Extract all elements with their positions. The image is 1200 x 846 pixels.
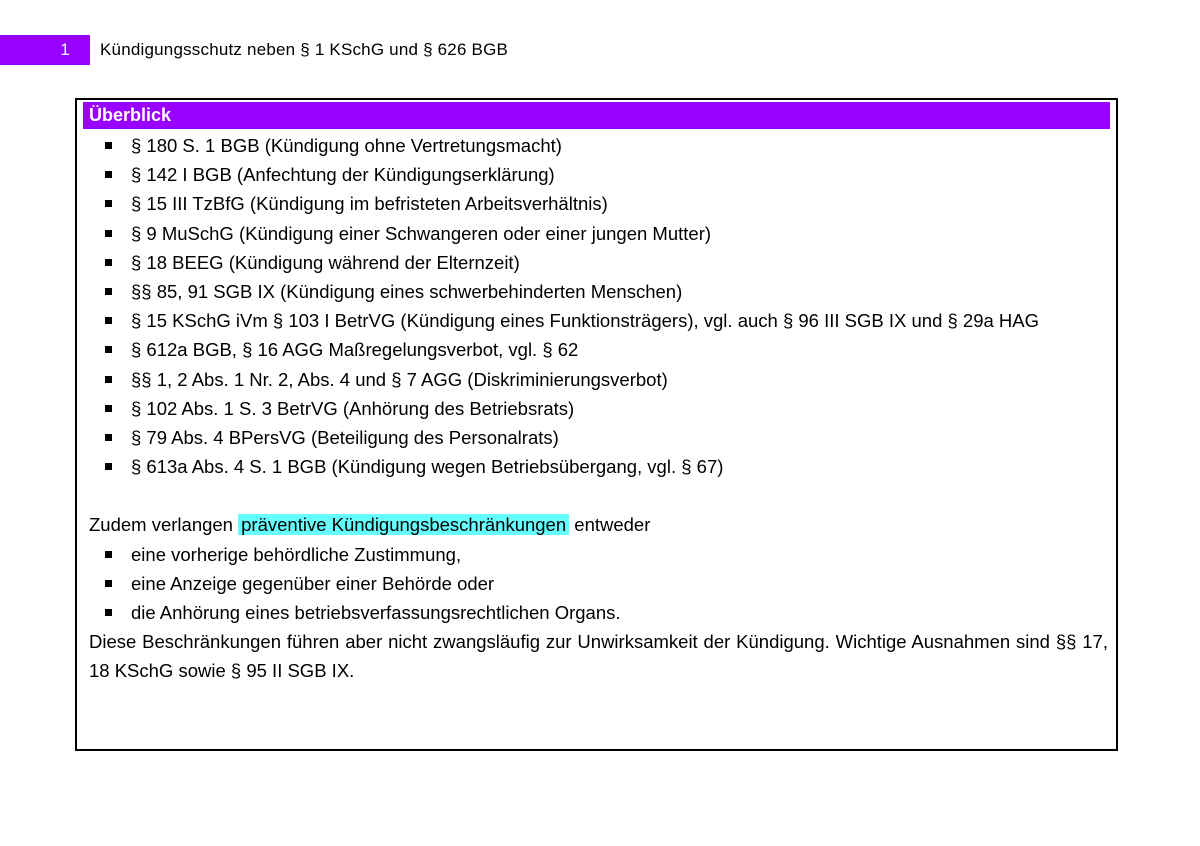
list-item-text: § 18 BEEG (Kündigung während der Elternzeit) [131,251,520,273]
list-item [83,219,1110,248]
list-item-text: eine vorherige behördliche Zustimmung, [131,543,462,565]
list-item-text: § 180 S. 1 BGB (Kündigung ohne Vertretungsmacht) [131,135,562,156]
list-item [83,569,1110,598]
square-bullet-icon [105,376,112,383]
square-bullet-icon [105,551,112,558]
square-bullet-icon [105,346,112,353]
list-item [83,248,1110,277]
list-item [83,335,1110,364]
list-item-text: § 79 Abs. 4 BPersVG (Beteiligung des Personalrats) [131,427,559,449]
list-item-text: § 15 KSchG iVm § 103 I BetrVG (Kündigung eines Funktionsträgers), vgl. auch § 96 III SGB IX und § 29a HAG [131,310,1040,332]
square-bullet-icon [105,259,112,266]
square-bullet-icon [105,405,112,412]
list-item [83,452,1110,481]
list-item [83,365,1110,394]
list-item [83,277,1110,306]
intro-text-before: Zudem verlangen [89,514,239,536]
overview-list [83,131,1110,481]
chapter-title: Kündigungsschutz neben § 1 KSchG und § 626 BGB [100,40,509,59]
sub-list [83,540,1110,628]
spacer [83,481,1110,510]
square-bullet-icon [105,230,112,237]
list-item-text: §§ 1, 2 Abs. 1 Nr. 2, Abs. 4 und § 7 AGG (Diskriminierungsverbot) [131,368,668,390]
list-item-text: §§ 85, 91 SGB IX (Kündigung eines schwerbehinderten Menschen) [131,281,683,303]
overview-box [75,98,1118,751]
list-item [83,540,1110,569]
list-item [83,423,1110,452]
list-item [83,394,1110,423]
square-bullet-icon [105,580,112,587]
square-bullet-icon [105,200,112,207]
list-item-text: § 102 Abs. 1 S. 3 BetrVG (Anhörung des Betriebsrats) [131,397,575,419]
intro-paragraph [83,510,1110,539]
list-item-text: § 9 MuSchG (Kündigung einer Schwangeren oder einer jungen Mutter) [131,222,712,244]
square-bullet-icon [105,142,112,149]
highlighted-term: präventive Kündigungsbeschränkungen [238,514,569,535]
list-item-text: die Anhörung eines betriebsverfassungsrechtlichen Organs. [131,602,621,624]
list-item-text: § 612a BGB, § 16 AGG Maßregelungsverbot, vgl. § 62 [131,339,579,361]
square-bullet-icon [105,171,112,178]
list-item-text: eine Anzeige gegenüber einer Behörde oder [131,572,495,594]
conclusion-paragraph: Diese Beschränkungen führen aber nicht zwangsläufig zur Unwirksamkeit der Kündigung. Wichtige Ausnahmen sind §§ 17, 18 KSchG sowie § 95 II SGB IX. [89,631,1108,682]
list-item [83,160,1110,189]
list-item-text: § 142 I BGB (Anfechtung der Kündigungserklärung) [131,164,555,186]
list-item-text: § 15 III TzBfG (Kündigung im befristeten Arbeitsverhältnis) [131,193,608,215]
list-item [83,131,1110,160]
square-bullet-icon [105,288,112,295]
list-item [83,189,1110,218]
square-bullet-icon [105,609,112,616]
square-bullet-icon [105,317,112,324]
chapter-header [0,35,508,65]
list-item [83,306,1110,335]
overview-title: Überblick [83,102,1110,129]
list-item-text: § 613a Abs. 4 S. 1 BGB (Kündigung wegen Betriebsübergang, vgl. § 67) [131,456,724,478]
square-bullet-icon [105,463,112,470]
square-bullet-icon [105,434,112,441]
chapter-number-badge: 1 [0,35,90,65]
intro-text-after: entweder [569,514,651,536]
list-item [83,598,1110,627]
